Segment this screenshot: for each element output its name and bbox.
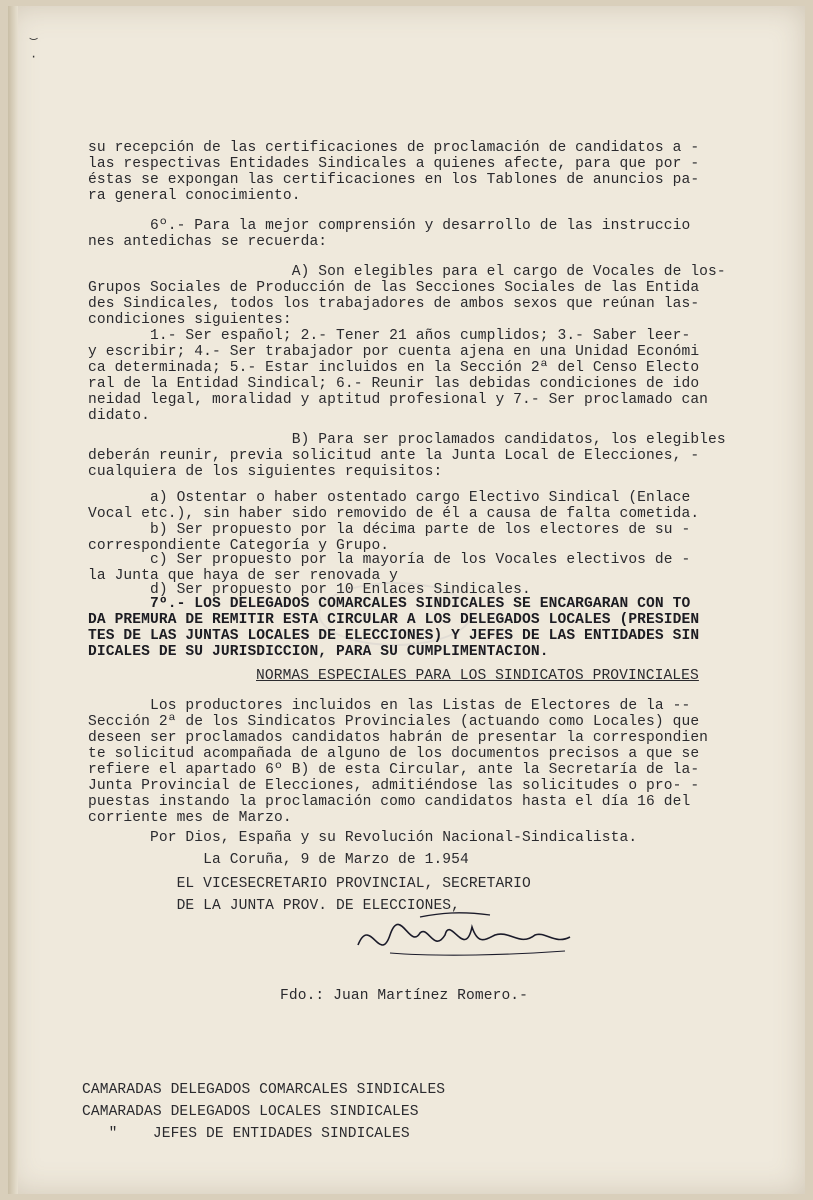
body-line: nes antedichas se recuerda: — [88, 234, 328, 250]
body-line: ca determinada; 5.- Estar incluidos en la Sección 2ª del Censo Electo — [88, 360, 700, 376]
bold-line: DA PREMURA DE REMITIR ESTA CIRCULAR A LOS DELEGADOS LOCALES (PRESIDEN — [88, 612, 700, 628]
section-heading: NORMAS ESPECIALES PARA LOS SINDICATOS PROVINCIALES — [256, 668, 699, 684]
special-line: Junta Provincial de Elecciones, admitiéndose las solicitudes o pro- - — [88, 778, 700, 794]
body-line: su recepción de las certificaciones de proclamación de candidatos a - — [88, 140, 700, 156]
closing-line: EL VICESECRETARIO PROVINCIAL, SECRETARIO — [88, 876, 531, 892]
body-line: des Sindicales, todos los trabajadores de ambos sexos que reúnan las- — [88, 296, 700, 312]
special-line: Por Dios, España y su Revolución Nacional-Sindicalista. — [88, 830, 638, 846]
special-line: puestas instando la proclamación como candidatos hasta el día 16 del — [88, 794, 691, 810]
body-line: las respectivas Entidades Sindicales a quienes afecte, para que por - — [88, 156, 700, 172]
special-line: deseen ser proclamados candidatos habrán de presentar la correspondien — [88, 730, 709, 746]
body-line: ral de la Entidad Sindical; 6.- Reunir las debidas condiciones de ido — [88, 376, 700, 392]
body-line: Grupos Sociales de Producción de las Secciones Sociales de las Entida — [88, 280, 700, 296]
body-line: c) Ser propuesto por la mayoría de los Vocales electivos de - — [88, 552, 691, 568]
body-line: d) Ser propuesto por 10 Enlaces Sindicales. — [88, 582, 531, 598]
handwritten-signature — [350, 905, 580, 965]
body-line: la Junta que haya de ser renovada y — [88, 568, 399, 584]
paper-edge — [8, 6, 18, 1194]
punch-mark: · — [30, 50, 38, 64]
body-line: cualquiera de los siguientes requisitos: — [88, 464, 443, 480]
closing-line: La Coruña, 9 de Marzo de 1.954 — [88, 852, 469, 868]
bold-line: TES DE LAS JUNTAS LOCALES DE ELECCIONES) Y JEFES DE LAS ENTIDADES SIN — [88, 628, 700, 644]
special-line: refiere el apartado 6º B) de esta Circular, ante la Secretaría de la- — [88, 762, 700, 778]
special-line: Sección 2ª de los Sindicatos Provinciales (actuando como Locales) que — [88, 714, 700, 730]
body-line: Vocal etc.), sin haber sido removido de él a causa de falta cometida. — [88, 506, 700, 522]
body-line: b) Ser propuesto por la décima parte de los electores de su - — [88, 522, 691, 538]
recipient-line: CAMARADAS DELEGADOS LOCALES SINDICALES — [82, 1104, 419, 1120]
body-line: ra general conocimiento. — [88, 188, 301, 204]
body-line: neidad legal, moralidad y aptitud profesional y 7.- Ser proclamado can — [88, 392, 709, 408]
bold-line: 7º.- LOS DELEGADOS COMARCALES SINDICALES SE ENCARGARAN CON TO — [88, 596, 691, 612]
body-line: condiciones siguientes: — [88, 312, 292, 328]
recipient-line: CAMARADAS DELEGADOS COMARCALES SINDICALES — [82, 1082, 446, 1098]
special-line: Los productores incluidos en las Listas de Electores de la -- — [88, 698, 691, 714]
body-line: deberán reunir, previa solicitud ante la Junta Local de Elecciones, - — [88, 448, 700, 464]
body-line: 1.- Ser español; 2.- Tener 21 años cumplidos; 3.- Saber leer- — [88, 328, 691, 344]
special-line: corriente mes de Marzo. — [88, 810, 292, 826]
body-line: correspondiente Categoría y Grupo. — [88, 538, 390, 554]
punch-mark: ‿ — [30, 27, 38, 41]
body-line: a) Ostentar o haber ostentado cargo Electivo Sindical (Enlace — [88, 490, 691, 506]
body-line: didato. — [88, 408, 151, 424]
body-line: 6º.- Para la mejor comprensión y desarrollo de las instruccio — [88, 218, 691, 234]
bold-line: DICALES DE SU JURISDICCION, PARA SU CUMPLIMENTACION. — [88, 644, 549, 660]
recipient-line: " JEFES DE ENTIDADES SINDICALES — [82, 1126, 410, 1142]
body-line: B) Para ser proclamados candidatos, los elegibles — [88, 432, 726, 448]
special-line: te solicitud acompañada de alguno de los documentos precisos a que se — [88, 746, 700, 762]
body-line: A) Son elegibles para el cargo de Vocales de los- — [88, 264, 726, 280]
body-line: éstas se expongan las certificaciones en los Tablones de anuncios pa- — [88, 172, 700, 188]
closing-line: DE LA JUNTA PROV. DE ELECCIONES, — [88, 898, 461, 914]
signed-by: Fdo.: Juan Martínez Romero.- — [280, 988, 529, 1004]
body-line: y escribir; 4.- Ser trabajador por cuenta ajena en una Unidad Económi — [88, 344, 700, 360]
